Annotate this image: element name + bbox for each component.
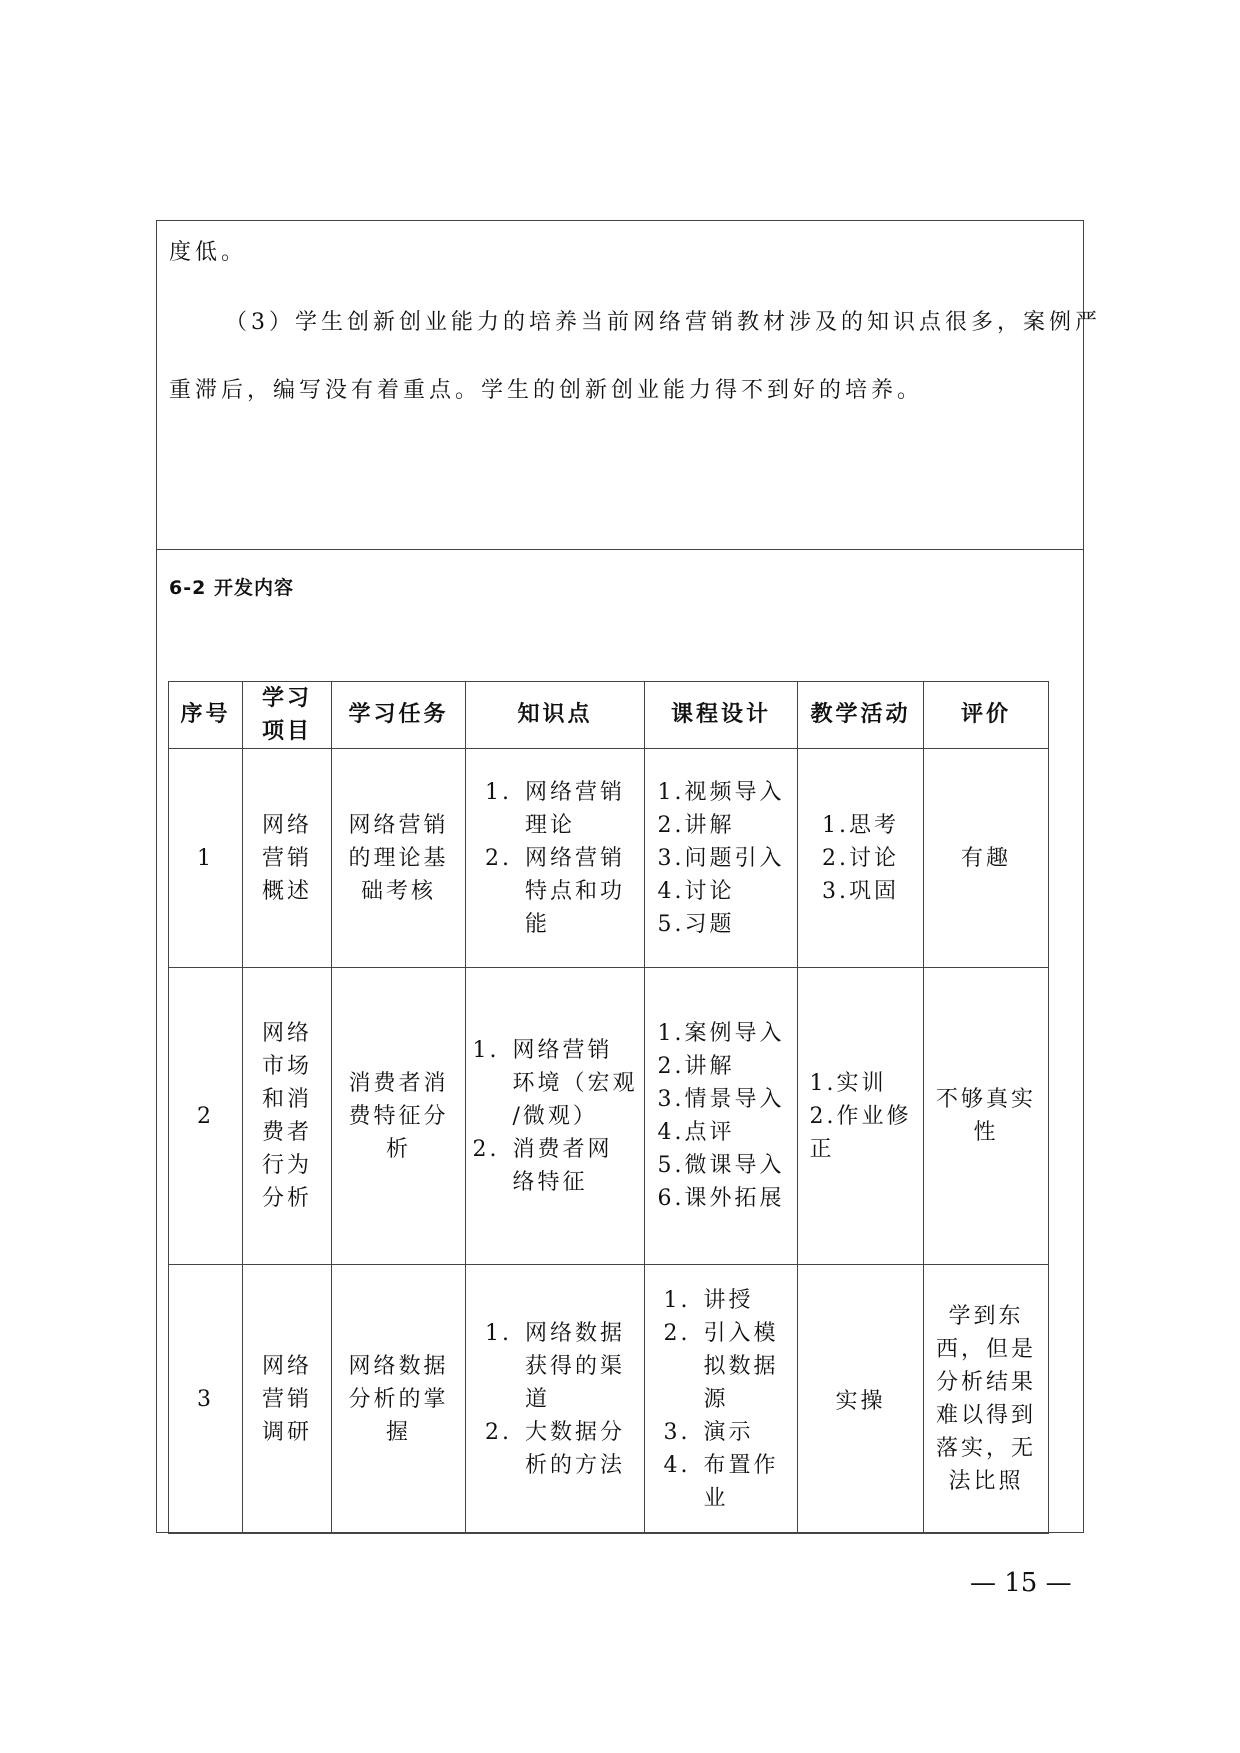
list-item: 1.思考 [822,812,899,838]
cell-knowledge [466,749,645,968]
cell-seq: 1 [169,749,243,968]
list-item: 2. 网络营销 特点和功 能 [484,845,625,937]
paragraph-2: （3）学生创新创业能力的培养当前网络营销教材涉及的知识点很多，案例严 [225,310,1101,335]
list-item: 4. 布置作 业 [663,1452,779,1511]
cell-project: 网络 市场 和消 费者 行为 分析 [243,968,332,1265]
cell-task: 消费者消 费特征分 析 [332,968,466,1265]
background-section [157,221,1101,550]
header-task: 学习任务 [332,682,466,749]
table-header-row [169,682,1049,749]
development-content-table [168,681,1049,1534]
table-row [169,749,1049,968]
cell-design [645,749,798,968]
list-item: 2.作业修 正 [809,1103,912,1162]
list-item: 6.课外拓展 [657,1186,785,1211]
list-item: 3.情景导入 [657,1087,785,1112]
cell-seq: 2 [169,968,243,1265]
list-item: 3. 演示 [663,1419,754,1445]
cell-project: 网络 营销 概述 [243,749,332,968]
cell-design [645,968,798,1265]
list-item: 3.问题引入 [657,845,785,871]
list-item: 1. 网络数据 获得的渠 道 [484,1320,625,1412]
cell-seq: 3 [169,1265,243,1534]
list-item: 5.微课导入 [657,1153,785,1178]
cell-knowledge [466,968,645,1265]
list-item: 2.讲解 [657,1054,735,1079]
document-frame [156,220,1101,1533]
list-item: 1. 网络营销 环境（宏观 /微观） [472,1037,638,1129]
list-item: 2. 消费者网 络特征 [472,1136,613,1195]
list-item: 2.讲解 [657,812,735,838]
list-item: 2. 大数据分 析的方法 [484,1419,625,1478]
header-activity: 教学活动 [798,682,924,749]
header-knowledge: 知识点 [466,682,645,749]
cell-project: 网络 营销 调研 [243,1265,332,1534]
list-item: 1.视频导入 [657,779,785,805]
list-item: 4.点评 [657,1120,735,1145]
cell-knowledge [466,1265,645,1534]
header-eval: 评价 [924,682,1049,749]
cell-task: 网络营销 的理论基 础考核 [332,749,466,968]
paragraph-1: 度低。 [169,240,248,265]
list-item: 1.案例导入 [657,1021,785,1046]
list-item: 1. 讲授 [663,1287,754,1313]
paragraph-3: 重滞后，编写没有着重点。学生的创新创业能力得不到好的培养。 [169,378,924,403]
cell-activity [798,968,924,1265]
list-item: 3.巩固 [822,878,899,904]
table-row [169,1265,1049,1534]
list-item: 2.讨论 [822,845,899,871]
page-number: — 15 — [970,1568,1072,1598]
list-item: 4.讨论 [657,878,735,904]
table-row [169,968,1049,1265]
list-item: 5.习题 [657,911,735,937]
cell-activity: 实操 [798,1265,924,1534]
section-title: 6-2 开发内容 [169,577,294,599]
cell-design [645,1265,798,1534]
list-item: 2. 引入模 拟数据 源 [663,1320,779,1412]
list-item: 1.实训 [809,1070,887,1096]
list-item: 1. 网络营销 理论 [484,779,625,838]
header-design: 课程设计 [645,682,798,749]
header-project: 学习 项目 [243,682,332,749]
cell-activity [798,749,924,968]
cell-eval: 有趣 [924,749,1049,968]
cell-task: 网络数据 分析的掌 握 [332,1265,466,1534]
header-seq: 序号 [169,682,243,749]
cell-eval: 学到东 西，但是 分析结果 难以得到 落实，无 法比照 [924,1265,1049,1534]
cell-eval: 不够真实 性 [924,968,1049,1265]
